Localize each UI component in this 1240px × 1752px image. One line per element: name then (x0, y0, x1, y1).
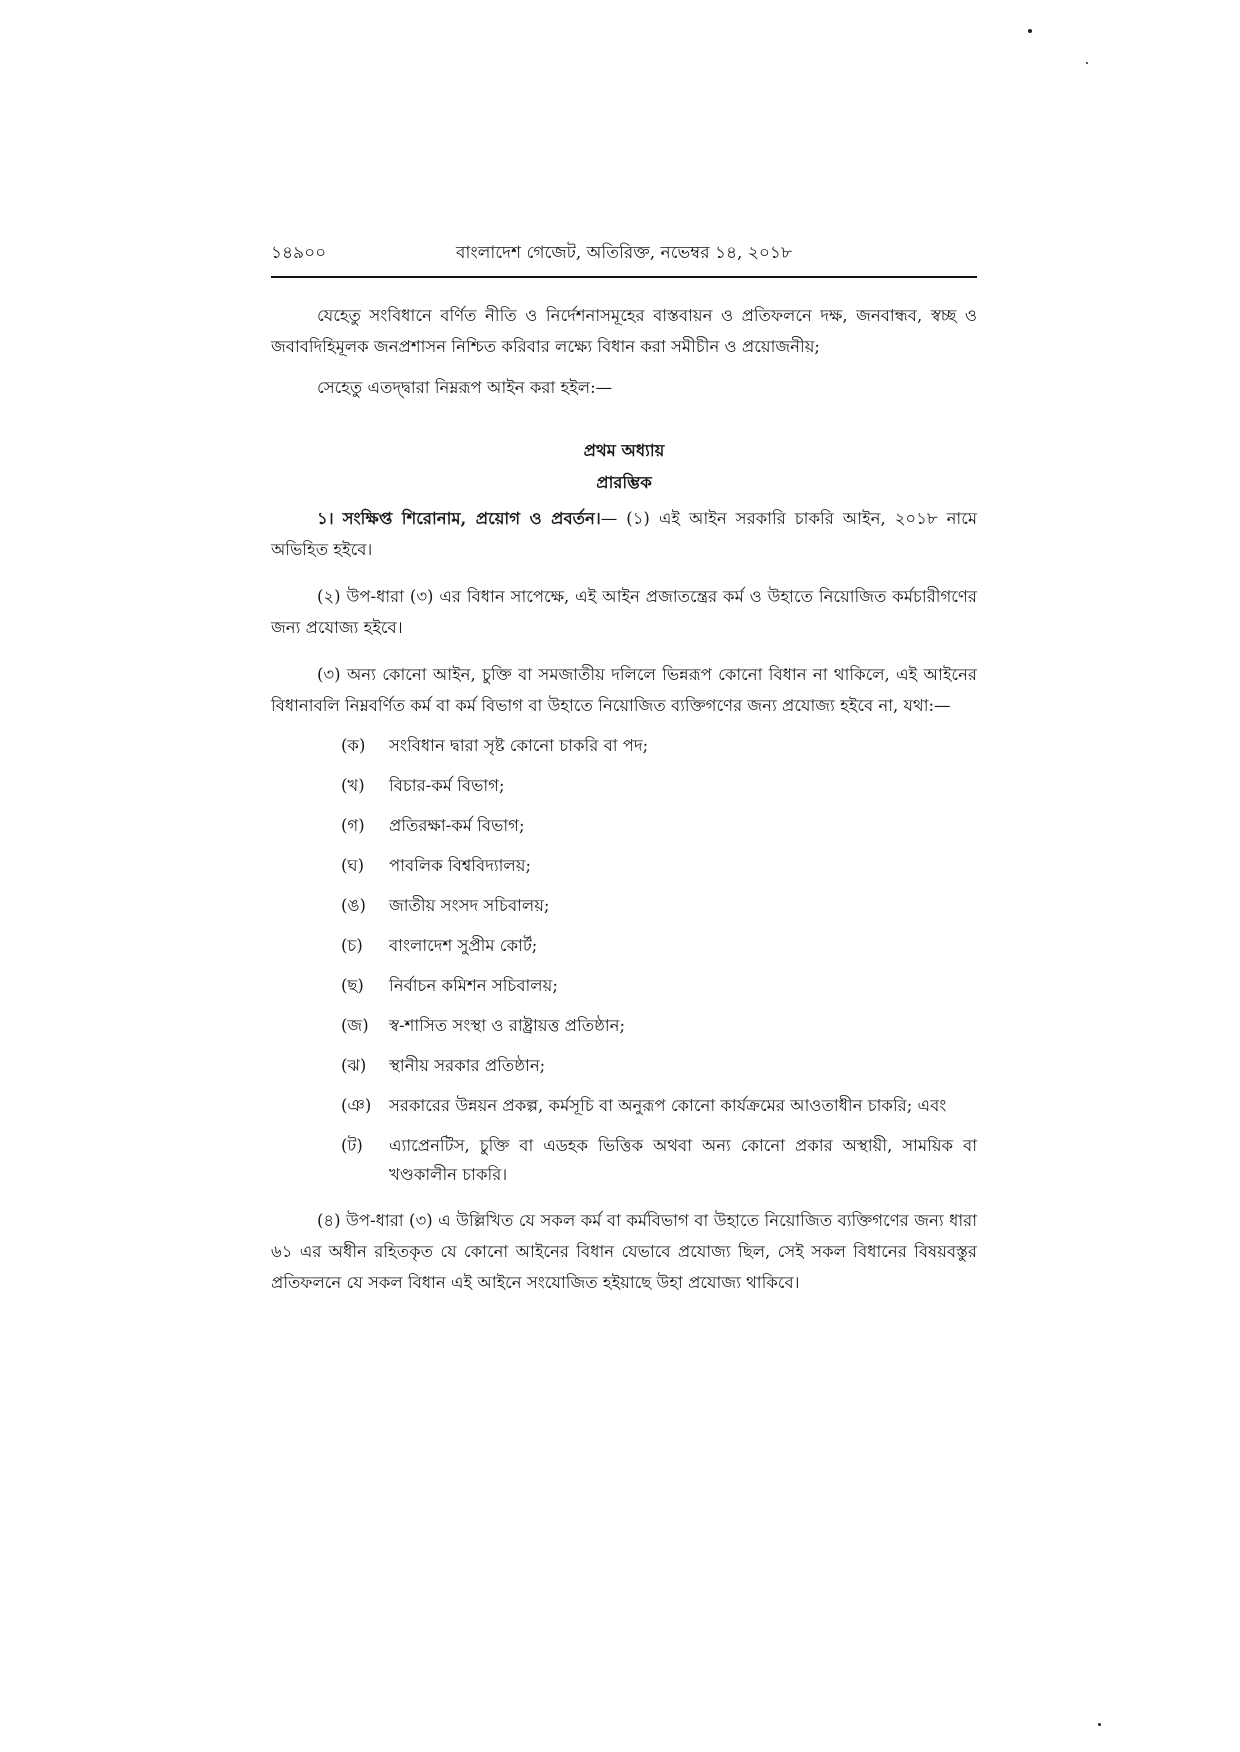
item-mark: (জ) (341, 1016, 369, 1035)
enacting-clause: সেহেতু এতদ্দ্বারা নিম্নরূপ আইন করা হইল:— (317, 378, 613, 397)
scan-speck (1098, 1723, 1101, 1726)
gazette-title: বাংলাদেশ গেজেট, অতিরিক্ত, নভেম্বর ১৪, ২০১৮ (455, 243, 792, 263)
item-text: প্রতিরক্ষা-কর্ম বিভাগ; (389, 816, 525, 835)
list-item (341, 771, 977, 800)
item-text: স্থানীয় সরকার প্রতিষ্ঠান; (389, 1056, 546, 1075)
section-1-subsection-2: (২) উপ-ধারা (৩) এর বিধান সাপেক্ষে, এই আইন প্রজাতন্ত্রের কর্ম ও উহাতে নিয়োজিত কর্মচারীগণের জন্য প্রযোজ্য হইবে। (271, 587, 977, 637)
page-header (271, 240, 977, 278)
list-item (341, 851, 977, 880)
scan-speck (1086, 62, 1088, 64)
item-text: বাংলাদেশ সুপ্রীম কোর্ট; (389, 936, 538, 955)
gazette-page (271, 240, 977, 1298)
section-number: ১। (317, 509, 334, 528)
exclusion-list (341, 731, 977, 1189)
section-1-subsection-1 (271, 503, 977, 565)
item-text: সরকারের উন্নয়ন প্রকল্প, কর্মসূচি বা অনুরূপ কোনো কার্যক্রমের আওতাধীন চাকরি; এবং (389, 1096, 947, 1115)
item-mark: (ঞ) (341, 1096, 372, 1115)
page-number: ১৪৯০০ (271, 243, 327, 263)
item-mark: (ঘ) (341, 856, 365, 875)
item-text: নির্বাচন কমিশন সচিবালয়; (389, 976, 558, 995)
subsection-1-text: — (১) এই আইন সরকারি চাকরি আইন, ২০১৮ নামে অভিহিত হইবে। (271, 509, 977, 559)
section-1-subsection-3: (৩) অন্য কোনো আইন, চুক্তি বা সমজাতীয় দলিলে ভিন্নরূপ কোনো বিধান না থাকিলে, এই আইনের বিধানাবলি নিম্নবর্ণিত কর্ম বা কর্ম বিভাগ বা উহাতে নিয়োজিত ব্যক্তিগণের জন্য প্রযোজ্য হইবে না, যথা:— (271, 665, 977, 715)
item-text: এ্যাপ্রেনটিস, চুক্তি বা এডহক ভিত্তিক অথবা অন্য কোনো প্রকার অস্থায়ী, সাময়িক বা খণ্ডকালীন চাকরি। (389, 1136, 977, 1184)
item-mark: (চ) (341, 936, 363, 955)
section-heading: সংক্ষিপ্ত শিরোনাম, প্রয়োগ ও প্রবর্তন। (342, 509, 601, 528)
item-mark: (ট) (341, 1136, 363, 1155)
item-mark: (গ) (341, 816, 365, 835)
item-mark: (ক) (341, 736, 366, 755)
item-mark: (ঙ) (341, 896, 366, 915)
section-1-subsection-4: (৪) উপ-ধারা (৩) এ উল্লিখিত যে সকল কর্ম বা কর্মবিভাগ বা উহাতে নিয়োজিত ব্যক্তিগণের জন্য ধারা ৬১ এর অধীন রহিতকৃত যে কোনো আইনের বিধান যেভাবে প্রযোজ্য ছিল, সেই সকল বিধানের বিষয়বস্তুর প্রতিফলনে যে সকল বিধান এই আইনে সংযোজিত হইয়াছে উহা প্রযোজ্য থাকিবে। (271, 1211, 977, 1292)
chapter-title: প্রথম অধ্যায় (583, 441, 665, 460)
list-item (341, 731, 977, 760)
item-text: বিচার-কর্ম বিভাগ; (389, 776, 505, 795)
list-item (341, 971, 977, 1000)
list-item (341, 931, 977, 960)
chapter-subtitle: প্রারম্ভিক (596, 473, 652, 492)
item-mark: (খ) (341, 776, 365, 795)
list-item (341, 1131, 977, 1189)
item-text: জাতীয় সংসদ সচিবালয়; (389, 896, 550, 915)
item-text: স্ব-শাসিত সংস্থা ও রাষ্ট্রায়ত্ত প্রতিষ্ঠান; (389, 1016, 626, 1035)
list-item (341, 891, 977, 920)
item-text: সংবিধান দ্বারা সৃষ্ট কোনো চাকরি বা পদ; (389, 736, 649, 755)
list-item (341, 1051, 977, 1080)
item-mark: (ঝ) (341, 1056, 367, 1075)
list-item (341, 811, 977, 840)
item-text: পাবলিক বিশ্ববিদ্যালয়; (389, 856, 532, 875)
preamble-paragraph: যেহেতু সংবিধানে বর্ণিত নীতি ও নির্দেশনাসমূহের বাস্তবায়ন ও প্রতিফলনে দক্ষ, জনবান্ধব, স্বচ্ছ ও জবাবদিহিমূলক জনপ্রশাসন নিশ্চিত করিবার লক্ষ্যে বিধান করা সমীচীন ও প্রয়োজনীয়; (271, 306, 977, 356)
list-item (341, 1091, 977, 1120)
list-item (341, 1011, 977, 1040)
item-mark: (ছ) (341, 976, 364, 995)
scan-speck (1028, 29, 1032, 33)
